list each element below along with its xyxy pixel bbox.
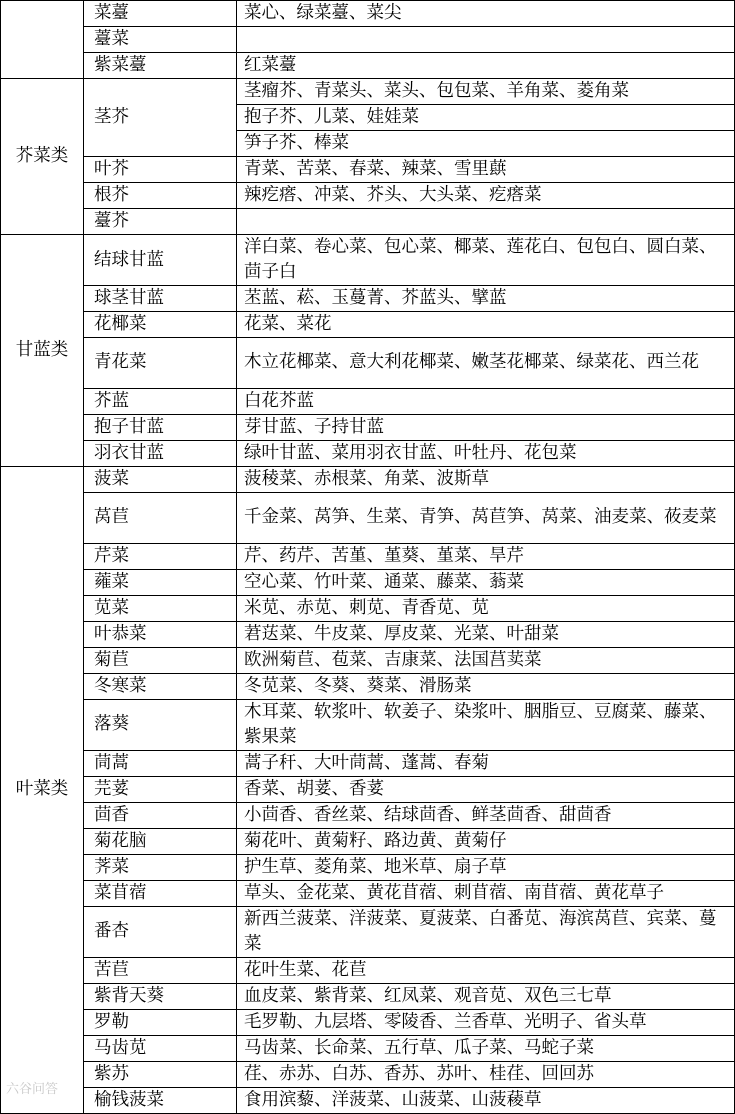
alias-cell: 莙荙菜、牛皮菜、厚皮菜、光菜、叶甜菜: [237, 621, 735, 647]
vegetable-name-cell: 花椰菜: [84, 312, 237, 338]
table-row: [1, 53, 735, 79]
vegetable-name-cell: 茴香: [84, 802, 237, 828]
table-row: [1, 388, 735, 414]
table-row: [1, 183, 735, 209]
vegetable-name-cell: 罗勒: [84, 1009, 237, 1035]
vegetable-name-cell: 芹菜: [84, 543, 237, 569]
vegetable-name-cell: 苦苣: [84, 957, 237, 983]
alias-cell: 毛罗勒、九层塔、零陵香、兰香草、光明子、省头草: [237, 1009, 735, 1035]
alias-cell: 血皮菜、紫背菜、红凤菜、观音苋、双色三七草: [237, 983, 735, 1009]
alias-cell: 辣疙瘩、冲菜、芥头、大头菜、疙瘩菜: [237, 183, 735, 209]
vegetable-name-cell: 茼蒿: [84, 750, 237, 776]
alias-cell: 食用滨藜、洋菠菜、山菠菜、山菠薐草: [237, 1087, 735, 1113]
vegetable-name-cell: 芫荽: [84, 776, 237, 802]
vegetable-name-cell: 莴苣: [84, 492, 237, 543]
vegetable-name-cell: 薹菜: [84, 27, 237, 53]
table-row: [1, 776, 735, 802]
vegetable-name-cell: 马齿苋: [84, 1035, 237, 1061]
vegetable-name-cell: 紫背天葵: [84, 983, 237, 1009]
alias-cell: 红菜薹: [237, 53, 735, 79]
alias-cell: [237, 27, 735, 53]
alias-cell: 菜心、绿菜薹、菜尖: [237, 1, 735, 27]
table-row: [1, 957, 735, 983]
table-row: [1, 1035, 735, 1061]
alias-cell: 菠稜菜、赤根菜、角菜、波斯草: [237, 466, 735, 492]
table-row: [1, 79, 735, 105]
alias-cell: 草头、金花菜、黄花苜蓿、刺苜蓿、南苜蓿、黄花草子: [237, 880, 735, 906]
table-row: [1, 647, 735, 673]
table-body: [1, 1, 735, 1114]
vegetable-name-cell: 落葵: [84, 699, 237, 750]
vegetable-name-cell: 榆钱菠菜: [84, 1087, 237, 1113]
table-row: [1, 906, 735, 957]
category-cell: 甘蓝类: [1, 235, 84, 467]
vegetable-name-cell: 蕹菜: [84, 569, 237, 595]
table-row: [1, 338, 735, 389]
alias-cell: 绿叶甘蓝、菜用羽衣甘蓝、叶牡丹、花包菜: [237, 440, 735, 466]
alias-cell: 新西兰菠菜、洋菠菜、夏菠菜、白番苋、海滨莴苣、宾菜、蔓菜: [237, 906, 735, 957]
vegetable-name-cell: 叶芥: [84, 157, 237, 183]
vegetable-name-cell: 叶恭菜: [84, 621, 237, 647]
vegetable-name-cell: 菜苜蓿: [84, 880, 237, 906]
alias-cell: 千金菜、莴笋、生菜、青笋、莴苣笋、莴菜、油麦菜、莜麦菜: [237, 492, 735, 543]
alias-cell: 笋子芥、棒菜: [237, 131, 735, 157]
table-row: [1, 286, 735, 312]
vegetable-name-cell: 根芥: [84, 183, 237, 209]
alias-cell: 抱子芥、儿菜、娃娃菜: [237, 105, 735, 131]
vegetable-name-cell: 结球甘蓝: [84, 235, 237, 286]
table-row: [1, 27, 735, 53]
vegetable-name-cell: 芥蓝: [84, 388, 237, 414]
alias-cell: 青菜、苦菜、春菜、辣菜、雪里蕻: [237, 157, 735, 183]
table-row: [1, 983, 735, 1009]
table-row: [1, 235, 735, 286]
table-row: [1, 1087, 735, 1113]
table-row: [1, 621, 735, 647]
alias-cell: 蒿子秆、大叶茼蒿、蓬蒿、春菊: [237, 750, 735, 776]
vegetable-name-cell: 苋菜: [84, 595, 237, 621]
vegetable-name-cell: 青花菜: [84, 338, 237, 389]
table-row: [1, 595, 735, 621]
alias-cell: 芹、药芹、苦堇、堇葵、堇菜、旱芹: [237, 543, 735, 569]
table-row: [1, 880, 735, 906]
table-row: [1, 569, 735, 595]
table-row: [1, 543, 735, 569]
alias-cell: 茎瘤芥、青菜头、菜头、包包菜、羊角菜、菱角菜: [237, 79, 735, 105]
alias-cell: 护生草、菱角菜、地米草、扇子草: [237, 854, 735, 880]
vegetable-name-cell: 菜薹: [84, 1, 237, 27]
vegetable-name-cell: 抱子甘蓝: [84, 414, 237, 440]
alias-cell: 欧洲菊苣、苞菜、吉康菜、法国莒荬菜: [237, 647, 735, 673]
table-row: [1, 209, 735, 235]
alias-cell: 小茴香、香丝菜、结球茴香、鲜茎茴香、甜茴香: [237, 802, 735, 828]
category-cell: 叶菜类: [1, 466, 84, 1113]
table-row: [1, 414, 735, 440]
vegetable-name-cell: 紫苏: [84, 1061, 237, 1087]
alias-cell: 白花芥蓝: [237, 388, 735, 414]
vegetable-name-cell: 菊花脑: [84, 828, 237, 854]
alias-cell: 空心菜、竹叶菜、通菜、藤菜、蓊菜: [237, 569, 735, 595]
table-row: [1, 1061, 735, 1087]
alias-cell: 马齿菜、长命菜、五行草、瓜子菜、马蛇子菜: [237, 1035, 735, 1061]
table-row: [1, 750, 735, 776]
vegetable-name-cell: 茎芥: [84, 79, 237, 157]
table-row: [1, 440, 735, 466]
vegetable-name-cell: 羽衣甘蓝: [84, 440, 237, 466]
alias-cell: [237, 209, 735, 235]
table-row: [1, 1, 735, 27]
vegetable-name-cell: 番杏: [84, 906, 237, 957]
alias-cell: 花菜、菜花: [237, 312, 735, 338]
vegetable-name-cell: 菊苣: [84, 647, 237, 673]
alias-cell: 香菜、胡荽、香荽: [237, 776, 735, 802]
alias-cell: 花叶生菜、花苣: [237, 957, 735, 983]
table-row: [1, 828, 735, 854]
table-row: [1, 673, 735, 699]
alias-cell: 苤蓝、菘、玉蔓菁、芥蓝头、擘蓝: [237, 286, 735, 312]
table-row: [1, 1009, 735, 1035]
alias-cell: 荏、赤苏、白苏、香苏、苏叶、桂荏、回回苏: [237, 1061, 735, 1087]
vegetable-name-cell: 球茎甘蓝: [84, 286, 237, 312]
watermark: 六谷问答: [6, 1082, 59, 1097]
table-row: [1, 157, 735, 183]
table-row: [1, 854, 735, 880]
alias-cell: 木立花椰菜、意大利花椰菜、嫩茎花椰菜、绿菜花、西兰花: [237, 338, 735, 389]
category-cell: 芥菜类: [1, 79, 84, 235]
alias-cell: 芽甘蓝、子持甘蓝: [237, 414, 735, 440]
vegetable-name-cell: 荠菜: [84, 854, 237, 880]
vegetable-name-cell: 薹芥: [84, 209, 237, 235]
alias-cell: 木耳菜、软浆叶、软姜子、染浆叶、胭脂豆、豆腐菜、藤菜、紫果菜: [237, 699, 735, 750]
vegetable-name-cell: 冬寒菜: [84, 673, 237, 699]
alias-cell: 米苋、赤苋、刺苋、青香苋、苋: [237, 595, 735, 621]
alias-cell: 冬苋菜、冬葵、葵菜、滑肠菜: [237, 673, 735, 699]
vegetable-name-cell: 紫菜薹: [84, 53, 237, 79]
table-row: [1, 699, 735, 750]
table-row: [1, 312, 735, 338]
table-row: [1, 466, 735, 492]
alias-cell: 菊花叶、黄菊籽、路边黄、黄菊仔: [237, 828, 735, 854]
table-row: [1, 492, 735, 543]
alias-cell: 洋白菜、卷心菜、包心菜、椰菜、莲花白、包包白、圆白菜、茴子白: [237, 235, 735, 286]
table-row: [1, 802, 735, 828]
vegetable-name-cell: 菠菜: [84, 466, 237, 492]
category-cell: [1, 1, 84, 79]
